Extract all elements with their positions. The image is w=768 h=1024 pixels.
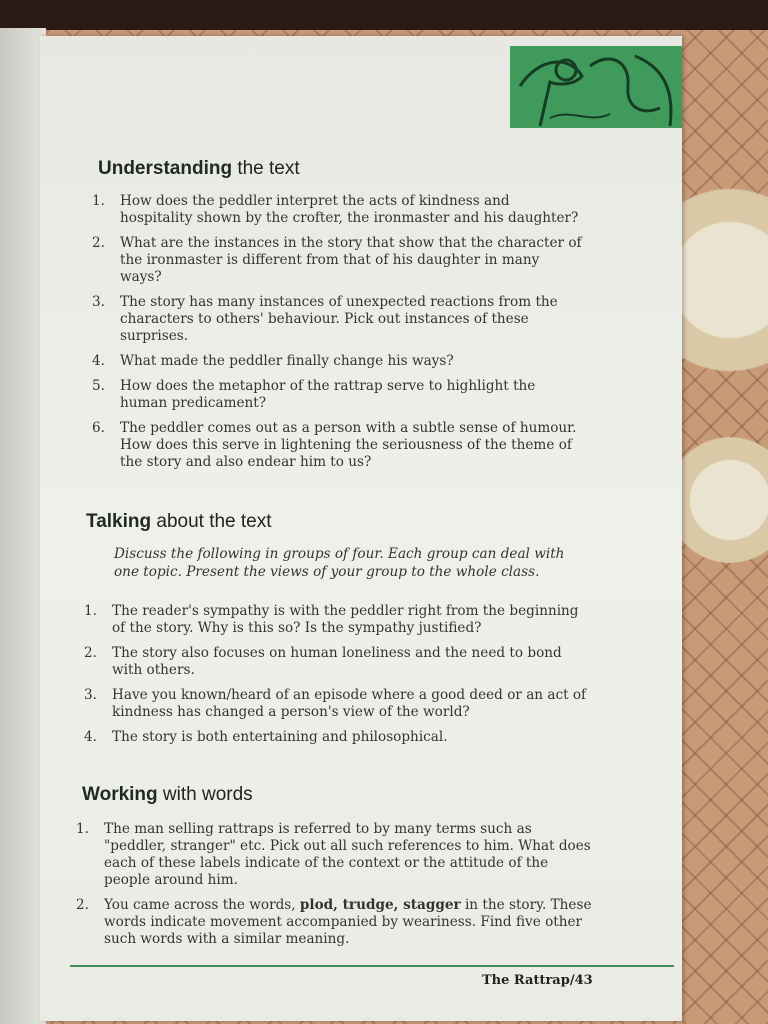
section-title-working xyxy=(82,784,253,806)
question-text: The peddler comes out as a person with a subtle sense of humour. How does this serve in lightening the seriousness of the theme of the story and also endear him to us? xyxy=(120,420,577,470)
section-title-rest: with words xyxy=(157,784,253,805)
section-title-understanding xyxy=(98,158,300,180)
talking-question-list xyxy=(84,603,590,754)
question-item xyxy=(76,897,598,948)
question-number: 3. xyxy=(84,687,97,703)
question-item xyxy=(84,687,590,721)
question-item xyxy=(76,821,598,889)
question-item xyxy=(92,378,584,412)
question-number: 6. xyxy=(92,420,105,436)
question-item xyxy=(92,353,584,370)
footer-rule xyxy=(70,965,674,967)
question-text: The man selling rattraps is referred to by many terms such as "peddler, stranger" etc. Pick out all such references to him. What does each of these labels indicate of the context or the attitude of the people around him. xyxy=(104,821,591,888)
understanding-question-list xyxy=(92,193,584,479)
question-number: 1. xyxy=(84,603,97,619)
question-item xyxy=(84,729,590,746)
question-text: The story is both entertaining and philosophical. xyxy=(112,729,448,745)
section-title-talking xyxy=(86,511,272,533)
question-number: 4. xyxy=(92,353,105,369)
question-text: You came across the words, xyxy=(104,897,300,913)
page-footer: The Rattrap/43 xyxy=(482,973,593,988)
question-text: How does the peddler interpret the acts of kindness and hospitality shown by the crofter, the ironmaster and his daughter? xyxy=(120,193,579,226)
question-number: 5. xyxy=(92,378,105,394)
question-item xyxy=(84,603,590,637)
section-title-rest: the text xyxy=(232,158,300,179)
question-text: The story has many instances of unexpected reactions from the characters to others' behaviour. Pick out instances of these surprises. xyxy=(120,294,558,344)
question-number: 2. xyxy=(84,645,97,661)
question-item xyxy=(92,420,584,471)
question-text-continued: in the story. These words indicate movement accompanied by weariness. Find five other such words with a similar meaning. xyxy=(104,897,592,947)
question-number: 3. xyxy=(92,294,105,310)
bird-logo-icon xyxy=(510,46,682,128)
question-text: What made the peddler finally change his ways? xyxy=(120,353,454,369)
question-text: How does the metaphor of the rattrap serve to highlight the human predicament? xyxy=(120,378,536,411)
top-shadow xyxy=(0,0,768,30)
working-question-list xyxy=(76,821,598,956)
question-item xyxy=(92,193,584,227)
question-text: The story also focuses on human loneliness and the need to bond with others. xyxy=(112,645,562,678)
question-number: 4. xyxy=(84,729,97,745)
question-number: 2. xyxy=(76,897,89,913)
question-text: What are the instances in the story that show that the character of the ironmaster is different from that of his daughter in many ways? xyxy=(120,235,582,285)
talking-intro-text: Discuss the following in groups of four. Each group can deal with one topic. Present the views of your group to the whole class. xyxy=(114,546,565,580)
question-text: The reader's sympathy is with the peddler right from the beginning of the story. Why is this so? Is the sympathy justified? xyxy=(112,603,579,636)
section-title-bold: Understanding xyxy=(98,158,233,179)
question-number: 2. xyxy=(92,235,105,251)
section-title-rest: about the text xyxy=(151,511,272,532)
bold-words: plod, trudge, stagger xyxy=(299,897,461,913)
section-title-bold: Working xyxy=(82,784,158,805)
section-title-bold: Talking xyxy=(86,511,152,532)
question-number: 1. xyxy=(92,193,105,209)
question-text: Have you known/heard of an episode where a good deed or an act of kindness has changed a person's view of the world? xyxy=(112,687,587,720)
question-item xyxy=(92,235,584,286)
question-item xyxy=(92,294,584,345)
question-number: 1. xyxy=(76,821,89,837)
question-item xyxy=(84,645,590,679)
